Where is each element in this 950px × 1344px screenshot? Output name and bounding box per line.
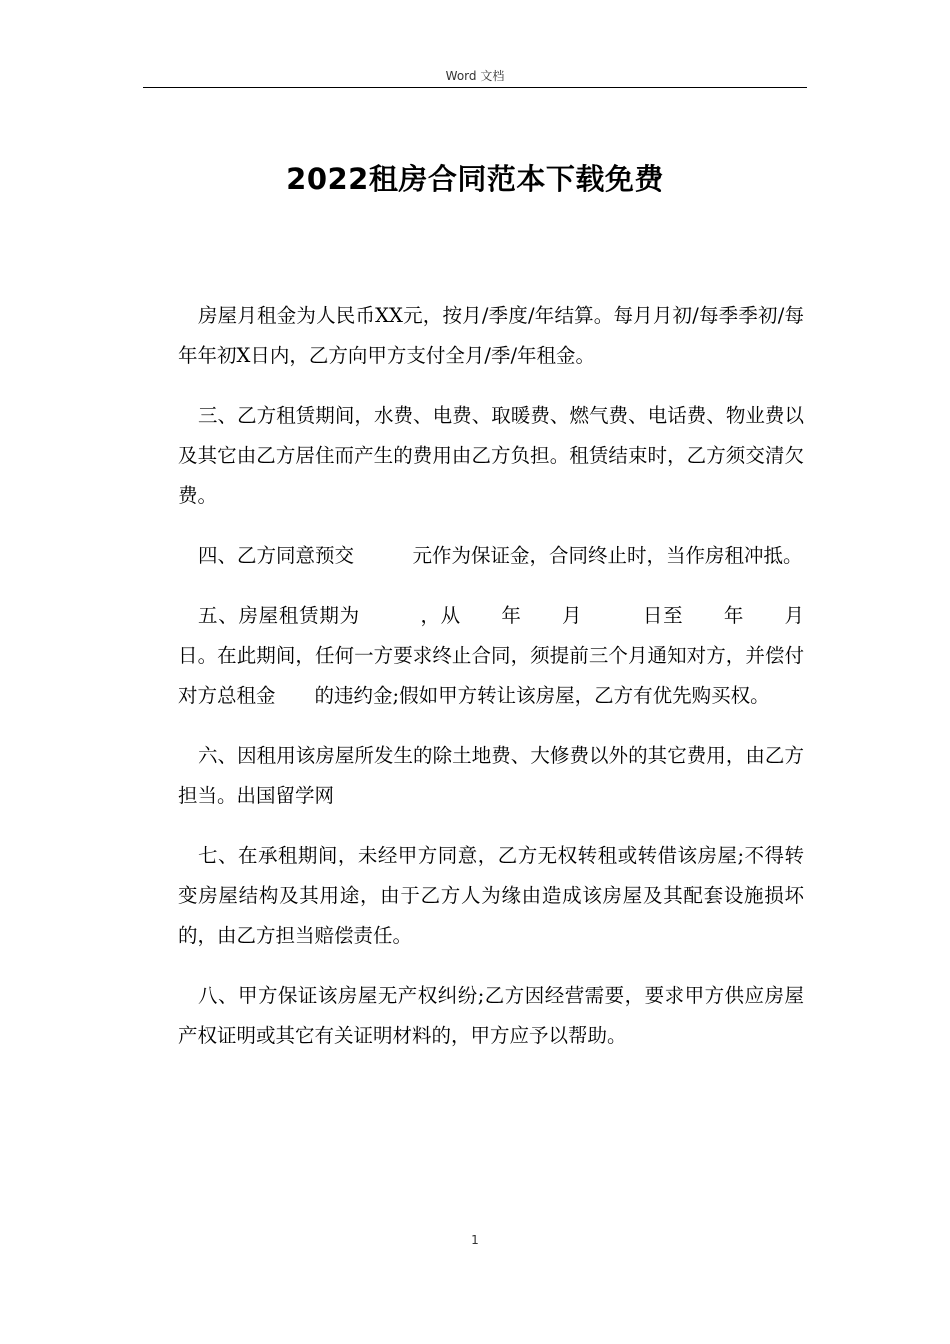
document-title: 2022租房合同范本下载免费 xyxy=(286,162,664,196)
paragraph-7-sublease: 七、在承租期间，未经甲方同意，乙方无权转租或转借该房屋;不得转变房屋结构及其用途，由于乙方人为缘由造成该房屋及其配套设施损坏的，由乙方担当赔偿责任。 xyxy=(178,844,804,947)
paragraph-8-title: 八、甲方保证该房屋无产权纠纷;乙方因经营需要，要求甲方供应房屋产权证明或其它有关证明材料的，甲方应予以帮助。 xyxy=(178,984,804,1047)
paragraph-3-fees: 三、乙方租赁期间，水费、电费、取暖费、燃气费、电话费、物业费以及其它由乙方居住而产生的费用由乙方负担。租赁结束时，乙方须交清欠费。 xyxy=(178,404,804,507)
page-number: 1 xyxy=(471,1233,479,1247)
paragraph-5-term: 五、房屋租赁期为 ，从 年 月 日至 年 月 日。在此期间，任何一方要求终止合同，须提前三个月通知对方，并偿付对方总租金 的违约金;假如甲方转让该房屋，乙方有优先购买权。 xyxy=(178,604,844,707)
header-rule xyxy=(143,87,807,88)
paragraph-6-other-fees: 六、因租用该房屋所发生的除土地费、大修费以外的其它费用，由乙方担当。出国留学网 xyxy=(178,744,804,807)
document-body xyxy=(178,296,844,1076)
paragraph-rent: 房屋月租金为人民币XX元，按月/季度/年结算。每月月初/每季季初/每年年初X日内，乙方向甲方支付全月/季/年租金。 xyxy=(178,304,804,367)
page-header: Word 文档 xyxy=(445,69,505,83)
paragraph-4-deposit: 四、乙方同意预交 元作为保证金，合同终止时，当作房租冲抵。 xyxy=(198,544,803,567)
